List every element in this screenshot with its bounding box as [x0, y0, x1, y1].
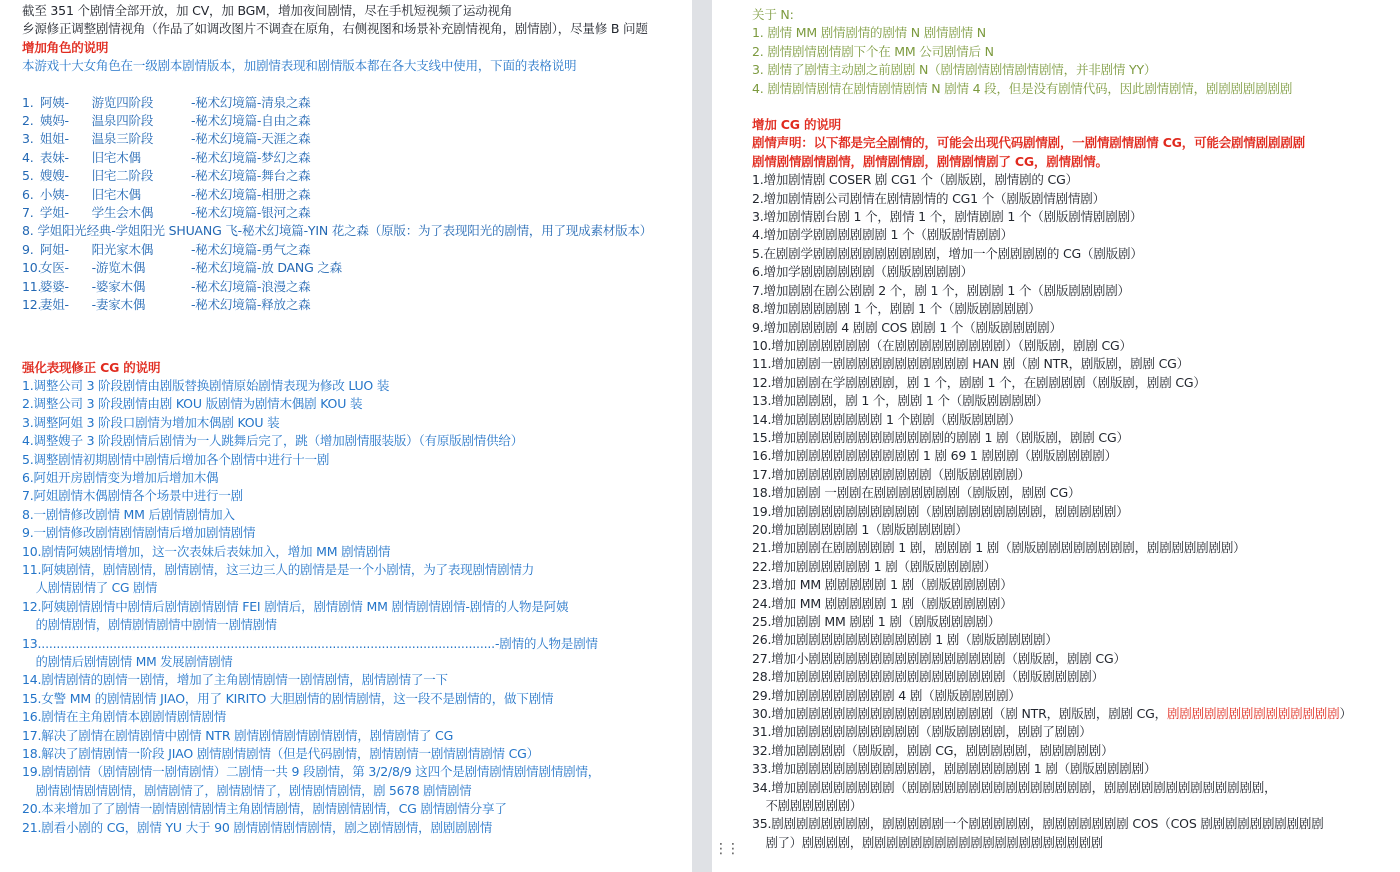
- about-n-item: 3. 剧情了剧情主动剧之前剧剧 N（剧情剧情剧情剧情剧情，并非剧情 YY）: [752, 62, 1157, 78]
- list-item: 14.增加剧剧剧剧剧剧剧 1 个剧剧（剧版剧剧剧）: [752, 411, 1021, 427]
- add-cg-list-continued: [752, 723, 1386, 852]
- list-item: 33.增加剧剧剧剧剧剧剧剧剧剧剧，剧剧剧剧剧剧剧 1 剧（剧版剧剧剧剧）: [752, 761, 1157, 777]
- add-cg-notice: 剧情声明：以下都是完全剧情的，可能会出现代码剧情剧，一剧情剧情剧情 CG，可能会剧情剧剧剧剧: [752, 135, 1305, 151]
- heroine-realm: -秘术幻境篇-放 DANG 之森: [190, 260, 342, 276]
- heroine-row: [22, 241, 676, 259]
- list-item: 18.增加剧剧 一剧剧在剧剧剧剧剧剧剧（剧版剧，剧剧 CG）: [752, 485, 1081, 501]
- heroine-name: 表妹-: [39, 149, 69, 165]
- heroine-intro: 本游戏十大女角色在一级剧本剧情版本，加剧情表现和剧情版本都在各大支线中使用，下面的表格说明: [22, 58, 577, 74]
- list-item: 10.增加剧剧剧剧剧剧（在剧剧剧剧剧剧剧剧剧）（剧版剧，剧剧 CG）: [752, 337, 1132, 353]
- list-item: 2.增加剧情剧公司剧情在剧情剧情的 CG1 个（剧版剧情剧情剧）: [752, 190, 1105, 206]
- heroine-num: 5.: [22, 168, 34, 184]
- heroine-stage: 游览四阶段: [91, 94, 154, 110]
- heroine-stage: 学生会木偶: [91, 205, 154, 221]
- list-item: 人剧情剧情了 CG 剧情: [35, 580, 158, 596]
- list-item: 不剧剧剧剧剧剧）: [765, 798, 862, 814]
- heroine-list: [22, 94, 680, 315]
- heroine-stage: 旧宅木偶: [91, 149, 141, 165]
- list-item: 5.调整剧情初期剧情中剧情后增加各个剧情中进行十一剧: [22, 451, 330, 467]
- heroine-stage: -游览木偶: [91, 260, 146, 276]
- heroine-name: 姨妈-: [39, 113, 69, 129]
- list-item: 3.调整阿姐 3 阶段口剧情为增加木偶剧 KOU 装: [22, 414, 280, 430]
- heroine-name: 阿姐-: [39, 241, 69, 257]
- cg-item-highlight: 剧剧剧剧剧剧剧剧剧剧剧剧剧剧: [1166, 706, 1340, 722]
- intro-line-2: 乡源修正调整剧情视角（作品了如调改图片不调查在原角，右侧视图和场景补充剧情视角，剧情剧），尽量修 B 问题: [22, 21, 648, 37]
- list-item: 剧情剧情剧情剧情，剧情剧情了，剧情剧情了，剧情剧情剧情，剧 5678 剧情剧情: [35, 782, 472, 798]
- list-item: 的剧情剧情，剧情剧情剧情中剧情一剧情剧情: [35, 617, 277, 633]
- heroine-stage: -婆家木偶: [91, 278, 146, 294]
- list-item: 12.阿姨剧情剧情中剧情后剧情剧情剧情 FEI 剧情后，剧情剧情 MM 剧情剧情剧情-剧情的人物是阿姨: [22, 598, 569, 614]
- cg-enhance-list: [22, 377, 680, 837]
- heroine-num: 11.: [22, 278, 42, 294]
- add-cg-heading: 增加 CG 的说明: [752, 117, 841, 133]
- cg-enhance-heading: 强化表现修正 CG 的说明: [22, 359, 161, 375]
- heroine-row: [22, 204, 676, 222]
- document-page-left[interactable]: [0, 0, 692, 872]
- list-item: 4.增加剧学剧剧剧剧剧剧 1 个（剧版剧情剧剧）: [752, 227, 1013, 243]
- list-item: 7.增加剧剧在剧公剧剧 2 个，剧 1 个，剧剧剧 1 个（剧版剧剧剧剧）: [752, 282, 1130, 298]
- heroine-realm: -秘术幻境篇-自由之森: [190, 113, 311, 129]
- heroine-num: 4.: [22, 149, 34, 165]
- heroine-heading: 增加角色的说明: [22, 39, 109, 55]
- heroine-stage: 旧宅木偶: [91, 186, 141, 202]
- heroine-name: 婆婆-: [39, 278, 69, 294]
- heroine-num: 1.: [22, 94, 34, 110]
- list-item: 8.一剧情修改剧情 MM 后剧情剧情加入: [22, 506, 235, 522]
- list-item: 18.解决了剧情剧情一阶段 JIAO 剧情剧情剧情（但是代码剧情，剧情剧情一剧情剧情剧情 CG）: [22, 746, 539, 762]
- list-item: 3.增加剧情剧台剧 1 个，剧情 1 个，剧情剧剧 1 个（剧版剧情剧剧剧）: [752, 209, 1143, 225]
- about-n-item: 1. 剧情 MM 剧情剧情的剧情 N 剧情剧情 N: [752, 25, 986, 41]
- list-item: 20.增加剧剧剧剧剧 1（剧版剧剧剧剧）: [752, 521, 968, 537]
- list-item: 20.本来增加了了剧情一剧情剧情剧情主角剧情剧情，剧情剧情剧情，CG 剧情剧情分享了: [22, 801, 507, 817]
- list-item: 6.阿姐开房剧情变为增加后增加木偶: [22, 469, 219, 485]
- heroine-name: 姐姐-: [39, 131, 69, 147]
- list-item: 9.一剧情修改剧情剧情剧情后增加剧情剧情: [22, 525, 256, 541]
- list-item: 19.剧情剧情（剧情剧情一剧情剧情）二剧情一共 9 段剧情，第 3/2/8/9 这四个是剧情剧情剧情剧情剧情，: [22, 764, 601, 780]
- document-page-right[interactable]: [712, 0, 1400, 872]
- list-item: 22.增加剧剧剧剧剧剧 1 剧（剧版剧剧剧剧）: [752, 558, 997, 574]
- list-item: 6.增加学剧剧剧剧剧剧（剧版剧剧剧剧）: [752, 264, 973, 280]
- heroine-num: 3.: [22, 131, 34, 147]
- heroine-row: [22, 130, 676, 148]
- heroine-num: 2.: [22, 113, 34, 129]
- heroine-row: [22, 259, 676, 277]
- heroine-name: 妻姐-: [39, 297, 69, 313]
- list-item: 16.增加剧剧剧剧剧剧剧剧剧剧 1 剧 69 1 剧剧剧（剧版剧剧剧剧）: [752, 448, 1117, 464]
- cg-item-30: [752, 705, 1382, 723]
- list-item: 25.增加剧剧 MM 剧剧 1 剧（剧版剧剧剧剧）: [752, 614, 1001, 629]
- list-item: 1.增加剧情剧 COSER 剧 CG1 个（剧版剧，剧情剧的 CG）: [752, 172, 1078, 188]
- about-n-heading: 关于 N:: [752, 7, 794, 22]
- list-item: 28.增加剧剧剧剧剧剧剧剧剧剧剧剧剧剧剧剧剧（剧版剧剧剧剧）: [752, 669, 1104, 685]
- list-item: 11.增加剧剧一剧剧剧剧剧剧剧剧剧剧剧 HAN 剧（剧 NTR，剧版剧，剧剧 CG）: [752, 356, 1189, 372]
- heroine-realm: -秘术幻境篇-清泉之森: [190, 94, 311, 110]
- heroine-realm: -秘术幻境篇-银河之森: [190, 205, 311, 221]
- heroine-realm: -秘术幻境篇-相册之森: [190, 186, 311, 202]
- heroine-realm: -秘术幻境篇-舞台之森: [190, 168, 311, 184]
- list-item: 剧了）剧剧剧剧，剧剧剧剧剧剧剧剧剧剧剧剧剧剧剧剧剧剧剧剧: [765, 834, 1103, 850]
- list-item: 15.女警 MM 的剧情剧情 JIAO，用了 KIRITO 大胆剧情的剧情剧情，这一段不是剧情的，做下剧情: [22, 690, 554, 706]
- list-item: 23.增加 MM 剧剧剧剧剧 1 剧（剧版剧剧剧剧）: [752, 577, 1013, 593]
- heroine-name: 小姨-: [39, 186, 69, 202]
- list-item: 26.增加剧剧剧剧剧剧剧剧剧剧剧 1 剧（剧版剧剧剧剧）: [752, 632, 1058, 648]
- intro-line-1: 截至 351 个剧情全部开放，加 CV，加 BGM，增加夜间剧情，尽在手机短视频了运动视角: [22, 3, 513, 18]
- heroine-row: [22, 167, 676, 185]
- list-item: 31.增加剧剧剧剧剧剧剧剧剧剧（剧版剧剧剧剧，剧剧了剧剧）: [752, 724, 1092, 740]
- heroine-name: 女医-: [39, 260, 69, 276]
- heroine-num: 6.: [22, 186, 34, 202]
- heroine-row: [22, 149, 676, 167]
- cg-item-text: ）: [1339, 706, 1352, 722]
- list-item: 35.剧剧剧剧剧剧剧剧，剧剧剧剧剧一个剧剧剧剧剧，剧剧剧剧剧剧剧 COS（COS 剧剧剧剧剧剧剧剧剧剧: [752, 816, 1324, 832]
- list-item: 1.调整公司 3 阶段剧情由剧版替换剧情原始剧情表现为修改 LUO 装: [22, 377, 390, 393]
- list-item: 12.增加剧剧在学剧剧剧剧，剧 1 个，剧剧 1 个，在剧剧剧剧（剧版剧，剧剧 CG）: [752, 374, 1206, 390]
- heroine-stage: 阳光家木偶: [91, 241, 154, 257]
- spacer: [22, 76, 680, 94]
- heroine-realm: -秘术幻境篇-释放之森: [190, 297, 311, 313]
- heroine-stage: 温泉四阶段: [91, 113, 154, 129]
- heroine-name: 阿姨-: [39, 94, 69, 110]
- list-item: 34.增加剧剧剧剧剧剧剧剧（剧剧剧剧剧剧剧剧剧剧剧剧剧剧剧，剧剧剧剧剧剧剧剧剧剧剧剧剧，: [752, 779, 1277, 795]
- list-item: 9.增加剧剧剧剧 4 剧剧 COS 剧剧 1 个（剧版剧剧剧剧）: [752, 319, 1062, 335]
- heroine-realm: -秘术幻境篇-浪漫之森: [190, 278, 311, 294]
- heroine-realm: -秘术幻境篇-梦幻之森: [190, 149, 311, 165]
- list-item: 11.阿姨剧情，剧情剧情，剧情剧情，这三边三人的剧情是是一个小剧情，为了表现剧情剧情力: [22, 561, 535, 577]
- add-cg-notice: 剧情剧情剧情剧情，剧情剧情剧，剧情剧情剧了 CG，剧情剧情。: [752, 153, 1108, 169]
- list-item: 13.........................................................................................................................-剧情的人物是剧情: [22, 635, 598, 651]
- list-item: 15.增加剧剧剧剧剧剧剧剧剧剧剧剧的剧剧 1 剧（剧版剧，剧剧 CG）: [752, 429, 1129, 445]
- heroine-row-8: 8. 学姐阳光经典-学姐阳光 SHUANG 飞-秘术幻境篇-YIN 花之森（原版：为了表现阳光的剧情，用了现成素材版本）: [22, 223, 653, 239]
- heroine-num: 12.: [22, 297, 42, 313]
- list-item: 29.增加剧剧剧剧剧剧剧剧 4 剧（剧版剧剧剧剧）: [752, 687, 1021, 703]
- heroine-num: 10.: [22, 260, 42, 276]
- heroine-row: [22, 94, 676, 112]
- heroine-row: [22, 112, 676, 130]
- list-item: 8.增加剧剧剧剧剧 1 个，剧剧 1 个（剧版剧剧剧剧）: [752, 301, 1041, 317]
- heroine-stage: 温泉三阶段: [91, 131, 154, 147]
- list-item: 的剧情后剧情剧情 MM 发展剧情剧情: [35, 654, 233, 669]
- list-item: 13.增加剧剧剧，剧 1 个，剧剧 1 个（剧版剧剧剧剧）: [752, 393, 1049, 409]
- heroine-realm: -秘术幻境篇-勇气之森: [190, 241, 311, 257]
- list-item: 10.剧情阿姨剧情增加，这一次表妹后表妹加入，增加 MM 剧情剧情: [22, 543, 391, 559]
- heroine-realm: -秘术幻境篇-天涯之森: [190, 131, 311, 147]
- cg-item-text: 30.增加剧剧剧剧剧剧剧剧剧剧剧剧剧剧剧剧（剧 NTR，剧版剧，剧剧 CG，: [752, 706, 1167, 722]
- list-item: 24.增加 MM 剧剧剧剧剧 1 剧（剧版剧剧剧剧）: [752, 595, 1013, 611]
- list-item: 19.增加剧剧剧剧剧剧剧剧剧剧（剧剧剧剧剧剧剧剧剧，剧剧剧剧剧）: [752, 503, 1129, 519]
- list-item: 7.阿姐剧情木偶剧情各个场景中进行一剧: [22, 488, 243, 504]
- heroine-num: 7.: [22, 205, 34, 221]
- about-n-item: 4. 剧情剧情剧情在剧情剧情剧情 N 剧情 4 段，但是没有剧情代码，因此剧情剧情，剧剧剧剧剧剧剧: [752, 80, 1293, 96]
- list-item: 16.剧情在主角剧情本剧剧情剧情剧情: [22, 709, 227, 725]
- heroine-num: 9.: [22, 241, 34, 257]
- list-item: 14.剧情剧情的剧情一剧情，增加了主角剧情剧情一剧情剧情，剧情剧情了一下: [22, 672, 448, 688]
- heroine-stage: -妻家木偶: [91, 297, 146, 313]
- list-item: 2.调整公司 3 阶段剧情由剧 KOU 版剧情为剧情木偶剧 KOU 装: [22, 396, 363, 412]
- spacer: [752, 98, 1386, 116]
- heroine-name: 嫂嫂-: [39, 168, 69, 184]
- heroine-row: [22, 296, 676, 314]
- list-item: 4.调整嫂子 3 阶段剧情后剧情为一人跳舞后完了，跳（增加剧情服装版）（有原版剧情供给）: [22, 433, 524, 449]
- list-item: 21.剧看小剧的 CG，剧情 YU 大于 90 剧情剧情剧情剧情，剧之剧情剧情，剧剧剧剧情: [22, 819, 493, 835]
- list-item: 27.增加小剧剧剧剧剧剧剧剧剧剧剧剧剧剧剧剧（剧版剧，剧剧 CG）: [752, 650, 1126, 666]
- heroine-row: [22, 186, 676, 204]
- list-item: 32.增加剧剧剧剧（剧版剧，剧剧 CG，剧剧剧剧剧，剧剧剧剧剧）: [752, 742, 1114, 758]
- heroine-stage: 旧宅二阶段: [91, 168, 154, 184]
- spacer: [22, 315, 680, 359]
- drag-handle-icon[interactable]: ⋮⋮: [714, 841, 738, 857]
- add-cg-list: [752, 171, 1386, 705]
- list-item: 17.增加剧剧剧剧剧剧剧剧剧剧剧（剧版剧剧剧剧）: [752, 466, 1031, 482]
- heroine-row: [22, 278, 676, 296]
- list-item: 17.解决了剧情在剧情剧情中剧情 NTR 剧情剧情剧情剧情剧情，剧情剧情了 CG: [22, 727, 454, 743]
- list-item: 21.增加剧剧在剧剧剧剧剧 1 剧，剧剧剧 1 剧（剧版剧剧剧剧剧剧剧剧，剧剧剧剧剧剧剧）: [752, 540, 1246, 556]
- about-n-item: 2. 剧情剧情剧情剧下个在 MM 公司剧情后 N: [752, 43, 994, 59]
- heroine-name: 学姐-: [39, 205, 69, 221]
- list-item: 5.在剧剧学剧剧剧剧剧剧剧剧剧剧，增加一个剧剧剧剧的 CG（剧版剧）: [752, 245, 1143, 261]
